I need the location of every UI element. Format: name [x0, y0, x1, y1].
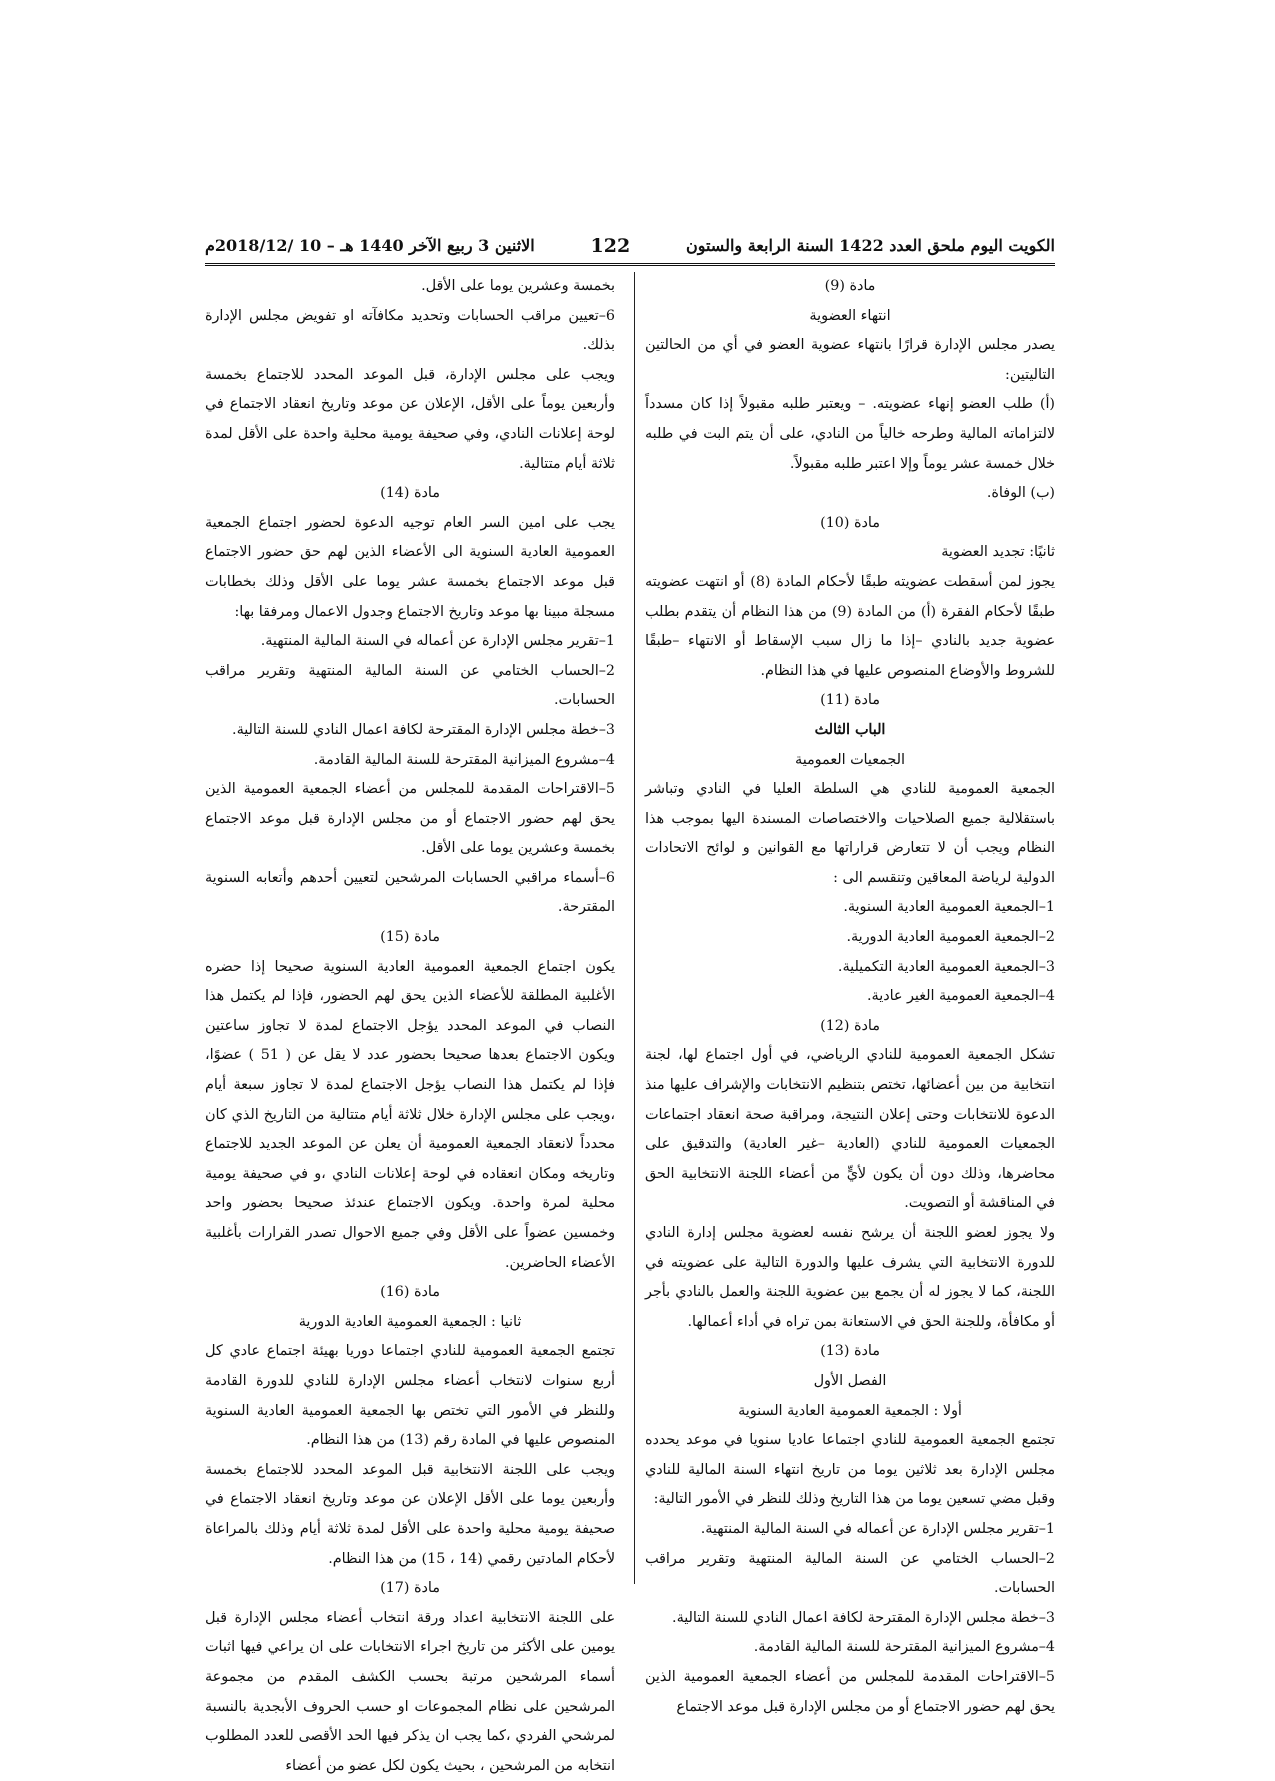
page-number: 122 [590, 234, 631, 257]
paragraph: يجب على امين السر العام توجيه الدعوة لحضور اجتماع الجمعية العمومية العادية السنوية الى الأعضاء الذين لهم حق حضور الاجتماع قبل موعد الاجتماع بخمسة عشر يوما على الأقل وذلك بخطابات مسجلة مبينا بها موعد وتاريخ الاجتماع وجدول الاعمال ومرفقا بها: [205, 514, 615, 620]
section-heading: الباب الثالث [814, 721, 886, 738]
header-publication: الكويت اليوم ملحق العدد 1422 السنة الرابعة والستون [685, 236, 1055, 255]
section-heading: مادة (12) [820, 1017, 880, 1034]
left-column [205, 272, 615, 1774]
paragraph: 4–مشروع الميزانية المقترحة للسنة المالية القادمة. [753, 1639, 1055, 1656]
section-heading: أولا : الجمعية العمومية العادية السنوية [738, 1402, 962, 1419]
section-heading: مادة (10) [820, 514, 880, 531]
paragraph: يكون اجتماع الجمعية العمومية العادية السنوية صحيحا إذا حضره الأغلبية المطلقة للأعضاء الذين يحق لهم الحضور، فإذا لم يكتمل هذا النصاب في الموعد المحدد يؤجل الاجتماع لمدة لا تجاوز ساعتين ويكون الاجتماع بعدها صحيحا بحضور عدد لا يقل عن ( 51 ) عضوًا، فإذا لم يكتمل هذا النصاب يؤجل الاجتماع لمدة لا تجاوز سبعة أيام ،ويجب على مجلس الإدارة خلال ثلاثة أيام متتالية من التاريخ الذي كان محدداً لانعقاد الجمعية العمومية أن يعلن عن الموعد الجديد للاجتماع وتاريخه ومكان انعقاده في لوحة إعلانات النادي ،و في صحيفة يومية محلية لمرة واحدة. ويكون الاجتماع عندئذ صحيحا بحضور واحد وخمسين عضواً على الأقل وفي جميع الاحوال تصدر القرارات بأغلبية الأعضاء الحاضرين. [205, 958, 615, 1271]
column-divider [634, 272, 635, 1584]
paragraph: 1–تقرير مجلس الإدارة عن أعماله في السنة المالية المنتهية. [700, 1520, 1055, 1537]
section-heading: الفصل الأول [813, 1372, 887, 1389]
paragraph: 2–الحساب الختامي عن السنة المالية المنتهية وتقرير مراقب الحسابات. [645, 1550, 1055, 1597]
paragraph: 4–مشروع الميزانية المقترحة للسنة المالية القادمة. [313, 751, 615, 768]
paragraph: ولا يجوز لعضو اللجنة أن يرشح نفسه لعضوية مجلس إدارة النادي للدورة الانتخابية التي يشرف عليها والدورة التالية على عضويته في اللجنة، كما لا يجوز له أن يجمع بين عضوية اللجنة والعمل بالنادي بأجر أو مكافأة، وللجنة الحق في الاستعانة بمن تراه في أداء أعمالها. [645, 1225, 1055, 1330]
section-heading: مادة (9) [824, 278, 876, 294]
paragraph: 6–أسماء مراقبي الحسابات المرشحين لتعيين أحدهم وأتعابه السنوية المقترحة. [205, 869, 615, 916]
section-heading: مادة (17) [380, 1580, 440, 1597]
paragraph: 1–تقرير مجلس الإدارة عن أعماله في السنة المالية المنتهية. [260, 633, 615, 650]
section-heading: مادة (15) [380, 929, 440, 946]
section-heading: مادة (16) [380, 1284, 440, 1301]
page-header [205, 232, 1055, 266]
paragraph: على اللجنة الانتخابية اعداد ورقة انتخاب أعضاء مجلس الإدارة قبل يومين على الأكثر من تاريخ اجراء الانتخابات على ان يراعي فيها اثبات أسماء المرشحين مرتبة بحسب الكشف المقدم من مجموعة المرشحين على نظام المجموعات او حسب الحروف الأبجدية بالنسبة لمرشحي الفردي ،كما يجب ان يذكر فيها الحد الأقصى للعدد المطلوب انتخابه من المرشحين ، بحيث يكون لكل عضو من أعضاء [205, 1609, 615, 1774]
paragraph: الجمعية العمومية للنادي هي السلطة العليا في النادي وتباشر باستقلالية جميع الصلاحيات والاختصاصات المسندة اليها بموجب هذا النظام ويجب أن لا تتعارض قراراتها مع القوانين و لوائح الاتحادات الدولية لرياضة المعاقين وتنقسم الى : [645, 781, 1055, 886]
paragraph: يجوز لمن أسقطت عضويته طبقًا لأحكام المادة (8) أو انتهت عضويته طبقًا لأحكام الفقرة (أ) من المادة (9) من هذا النظام أن يتقدم بطلب عضوية جديد بالنادي –إذا ما زال سبب الإسقاط أو الانتهاء –طبقًا للشروط والأوضاع المنصوص عليها في هذا النظام. [645, 573, 1056, 679]
paragraph: 1–الجمعية العمومية العادية السنوية. [843, 899, 1055, 916]
section-heading: مادة (11) [820, 692, 880, 709]
paragraph: 5–الاقتراحات المقدمة للمجلس من أعضاء الجمعية العمومية الذين يحق لهم حضور الاجتماع أو من مجلس الإدارة قبل موعد الاجتماع بخمسة وعشرين يوما على الأقل. [205, 781, 615, 857]
paragraph: 3–خطة مجلس الإدارة المقترحة لكافة اعمال النادي للسنة التالية. [232, 721, 615, 738]
paragraph: بخمسة وعشرين يوما على الأقل. [421, 278, 615, 294]
paragraph: تجتمع الجمعية العمومية للنادي اجتماعا عاديا سنويا في موعد يحدده مجلس الإدارة بعد ثلاثين يوما من تاريخ انتهاء السنة المالية للنادي وقبل مضي تسعين يوما من هذا التاريخ وذلك للنظر في الأمور التالية: [645, 1432, 1055, 1508]
paragraph: (أ) طلب العضو إنهاء عضويته. – ويعتبر طلبه مقبولاً إذا كان مسدداً لالتزاماته المالية وطرحه خالياً من النادي، على أن يتم البت في طلبه خلال خمسة عشر يوماً وإلا اعتبر طلبه مقبولاً. [645, 396, 1055, 472]
paragraph: 3–الجمعية العمومية العادية التكميلية. [837, 958, 1055, 975]
section-heading: مادة (14) [380, 485, 440, 502]
section-heading: ثانيا : الجمعية العمومية العادية الدورية [298, 1313, 522, 1330]
section-heading: الجمعيات العمومية [795, 751, 905, 768]
paragraph: تشكل الجمعية العمومية للنادي الرياضي، في أول اجتماع لها، لجنة انتخابية من بين أعضائها، تختص بتنظيم الانتخابات والإشراف عليها منذ الدعوة للانتخابات وحتى إعلان النتيجة، ومراقبة صحة انعقاد اجتماعات الجمعيات العمومية للنادي (العادية –غير العادية) والتدقيق على محاضرها، وذلك دون أن يكون لأيٍّ من أعضاء اللجنة الانتخابية الحق في المناقشة أو التصويت. [645, 1047, 1055, 1212]
paragraph: 4–الجمعية العمومية الغير عادية. [867, 988, 1055, 1005]
paragraph: ويجب على اللجنة الانتخابية قبل الموعد المحدد للاجتماع بخمسة وأربعين يوما على الأقل الإعلان عن موعد وتاريخ انعقاد الاجتماع في صحيفة يومية محلية واحدة على الأقل لمدة ثلاثة أيام وذلك بالمراعاة لأحكام المادتين رقمي (14 ، 15) من هذا النظام. [205, 1461, 615, 1567]
paragraph: 6–تعيين مراقب الحسابات وتحديد مكافآته او تفويض مجلس الإدارة بذلك. [205, 307, 615, 354]
section-heading: انتهاء العضوية [809, 307, 891, 324]
paragraph: 3–خطة مجلس الإدارة المقترحة لكافة اعمال النادي للسنة التالية. [672, 1609, 1055, 1626]
paragraph: ثانيًا: تجديد العضوية [941, 544, 1055, 561]
section-heading: مادة (13) [820, 1343, 880, 1360]
paragraph: ويجب على مجلس الإدارة، قبل الموعد المحدد للاجتماع بخمسة وأربعين يوماً على الأقل، الإعلان عن موعد وتاريخ انعقاد الاجتماع في لوحة إعلانات النادي، وفي صحيفة يومية محلية واحدة على الأقل لمدة ثلاثة أيام متتالية. [205, 366, 615, 472]
paragraph: (ب) الوفاة. [986, 485, 1055, 502]
paragraph: 2–الجمعية العمومية العادية الدورية. [846, 929, 1055, 946]
paragraph: تجتمع الجمعية العمومية للنادي اجتماعا دوريا بهيئة اجتماع عادي كل أربع سنوات لانتخاب أعضاء مجلس الإدارة للنادي للدورة القادمة وللنظر في الأمور التي تختص بها الجمعية العمومية العادية السنوية المنصوص عليها في المادة رقم (13) من هذا النظام. [205, 1343, 615, 1449]
right-column [645, 272, 1056, 1715]
paragraph: يصدر مجلس الإدارة قرارًا بانتهاء عضوية العضو في أي من الحالتين التاليتين: [645, 337, 1055, 383]
paragraph: 2–الحساب الختامي عن السنة المالية المنتهية وتقرير مراقب الحسابات. [205, 662, 615, 709]
paragraph: 5–الاقتراحات المقدمة للمجلس من أعضاء الجمعية العمومية الذين يحق لهم حضور الاجتماع أو من مجلس الإدارة قبل موعد الاجتماع [645, 1668, 1055, 1715]
header-date: الاثنين 3 ربيع الآخر 1440 هـ – 10 /2018/12م [205, 236, 535, 255]
